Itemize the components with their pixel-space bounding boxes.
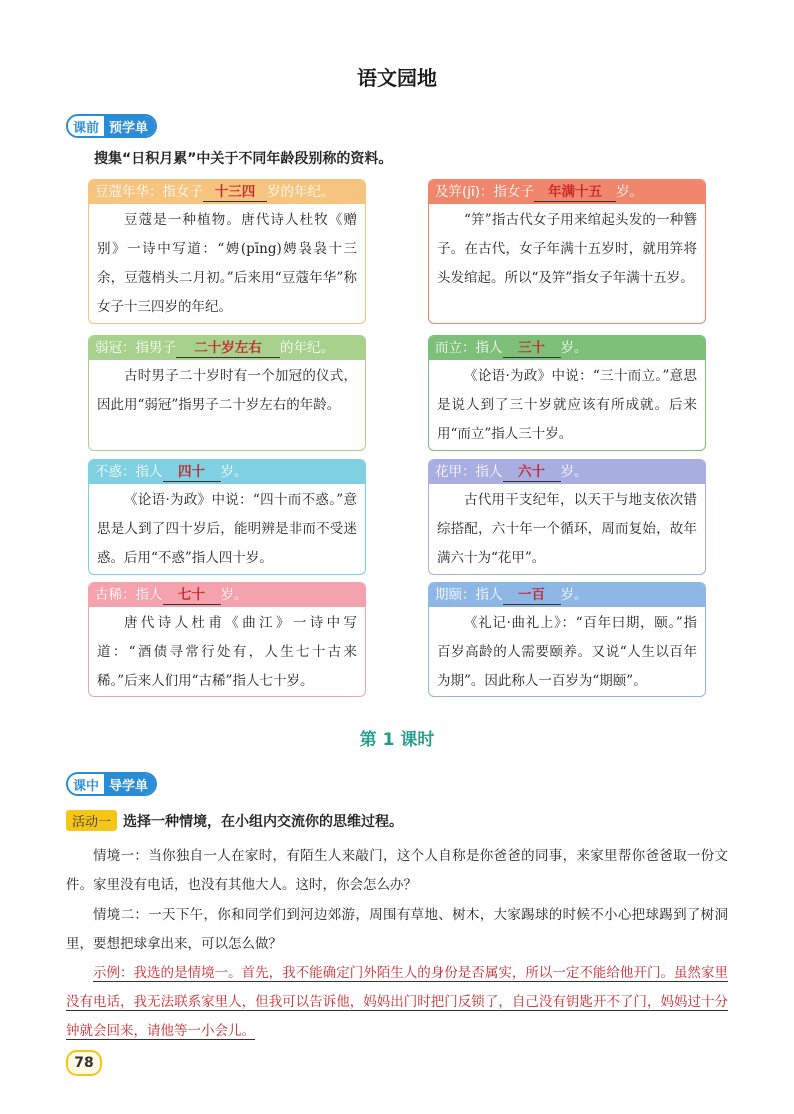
- card-suffix: 岁。: [220, 587, 248, 603]
- card-suffix: 岁。: [560, 587, 588, 603]
- card-answer: 六十: [503, 463, 561, 482]
- card-suffix: 岁。: [220, 464, 248, 480]
- card-body: 《论语·为政》中说：“四十而不惑。”意思是人到了四十岁后，能明辨是非而不受迷惑。后用“不惑”指人四十岁。: [97, 492, 357, 566]
- example-answer-block: [66, 959, 728, 1046]
- card-label: 及笄(jī)：指女子: [435, 184, 535, 200]
- page-title: 语文园地: [357, 66, 437, 90]
- card-header: [89, 336, 365, 360]
- card-jiji: [428, 179, 706, 324]
- card-label: 古稀：指人: [95, 587, 163, 603]
- card-header: [429, 180, 705, 204]
- activity-row: [66, 810, 403, 831]
- card-body: 古代用干支纪年，以天干与地支依次错综搭配，六十年一个循环，周而复始，故年满六十为“花甲”。: [437, 492, 697, 566]
- pre-class-tag: [66, 114, 157, 138]
- card-body: “笄”指古代女子用来绾起头发的一种簪子。在古代，女子年满十五岁时，就用笄将头发绾起。所以“及笄”指女子年满十五岁。: [437, 212, 697, 286]
- card-header: [89, 583, 365, 607]
- card-qiyi: [428, 582, 706, 697]
- card-suffix: 岁。: [616, 184, 644, 200]
- card-header: [429, 460, 705, 484]
- card-huajia: [428, 459, 706, 575]
- card-label: 弱冠：指男子: [95, 340, 176, 356]
- in-class-tag-label: 课中: [68, 774, 104, 794]
- in-class-tag: [66, 772, 157, 796]
- card-suffix: 的年纪。: [280, 340, 334, 356]
- card-header: [429, 336, 705, 360]
- card-erli: [428, 335, 706, 451]
- card-suffix: 岁。: [560, 464, 588, 480]
- card-buhuo: [88, 459, 366, 575]
- card-answer: 七十: [163, 586, 221, 605]
- card-body: 《论语·为政》中说：“三十而立。”意思是说人到了三十岁就应该有所成就。后来用“而立”指人三十岁。: [437, 368, 697, 442]
- card-answer: 三十: [503, 339, 561, 358]
- in-class-tag-sublabel: 导学单: [104, 774, 155, 794]
- activity-instruction: 选择一种情境，在小组内交流你的思维过程。: [123, 813, 404, 830]
- card-body: 《礼记·曲礼上》：“百年曰期，颐。”指百岁高龄的人需要颐养。又说“人生以百年为期”。因此称人一百岁为“期颐”。: [437, 615, 697, 689]
- card-answer: 四十: [163, 463, 221, 482]
- card-ruoguan: [88, 335, 366, 451]
- card-label: 花甲：指人: [435, 464, 503, 480]
- card-label: 期颐：指人: [435, 587, 503, 603]
- card-answer: 一百: [503, 586, 561, 605]
- page-number: 78: [66, 1050, 102, 1076]
- card-body: 唐代诗人杜甫《曲江》一诗中写道：“酒债寻常行处有，人生七十古来稀。”后来人们用“古稀”指人七十岁。: [97, 615, 357, 689]
- scenario-one: 情境一：当你独自一人在家时，有陌生人来敲门，这个人自称是你爸爸的同事，来家里帮你爸爸取一份文件。家里没有电话，也没有其他大人。这时，你会怎么办？: [66, 848, 728, 893]
- example-answer: 示例：我选的是情境一。首先，我不能确定门外陌生人的身份是否属实，所以一定不能给他开门。虽然家里没有电话，我无法联系家里人，但我可以告诉他，妈妈出门时把门反锁了，自己没有钥匙开不了门，妈妈过十分钟就会回来，请他等一小会儿。: [66, 965, 728, 1039]
- card-answer: 二十岁左右: [176, 339, 280, 358]
- card-header: [429, 583, 705, 607]
- pre-class-tag-label: 课前: [68, 116, 104, 136]
- card-suffix: 岁。: [560, 340, 588, 356]
- lesson-title: 第 1 课时: [359, 730, 435, 750]
- scenario-two: 情境二：一天下午，你和同学们到河边郊游，周围有草地、树木，大家踢球的时候不小心把球踢到了树洞里，要想把球拿出来，可以怎么做？: [66, 907, 728, 952]
- card-answer: 年满十五: [534, 183, 616, 202]
- card-label: 豆蔻年华：指女子: [95, 184, 203, 200]
- card-label: 不惑：指人: [95, 464, 163, 480]
- card-body: 豆蔻是一种植物。唐代诗人杜牧《赠别》一诗中写道：“娉(pīng)娉袅袅十三余，豆蔻梢头二月初。”后来用“豆蔻年华”称女子十三四岁的年纪。: [97, 212, 357, 315]
- card-answer: 十三四: [203, 183, 267, 202]
- intro-instruction: 搜集“日积月累”中关于不同年龄段别称的资料。: [94, 151, 393, 167]
- activity-badge: 活动一: [66, 810, 117, 831]
- card-doukou: [88, 179, 366, 324]
- card-header: [89, 460, 365, 484]
- card-label: 而立：指人: [435, 340, 503, 356]
- card-body: 古时男子二十岁时有一个加冠的仪式，因此用“弱冠”指男子二十岁左右的年龄。: [97, 368, 357, 413]
- pre-class-tag-sublabel: 预学单: [104, 116, 155, 136]
- card-guxi: [88, 582, 366, 697]
- card-suffix: 岁的年纪。: [267, 184, 335, 200]
- card-header: [89, 180, 365, 204]
